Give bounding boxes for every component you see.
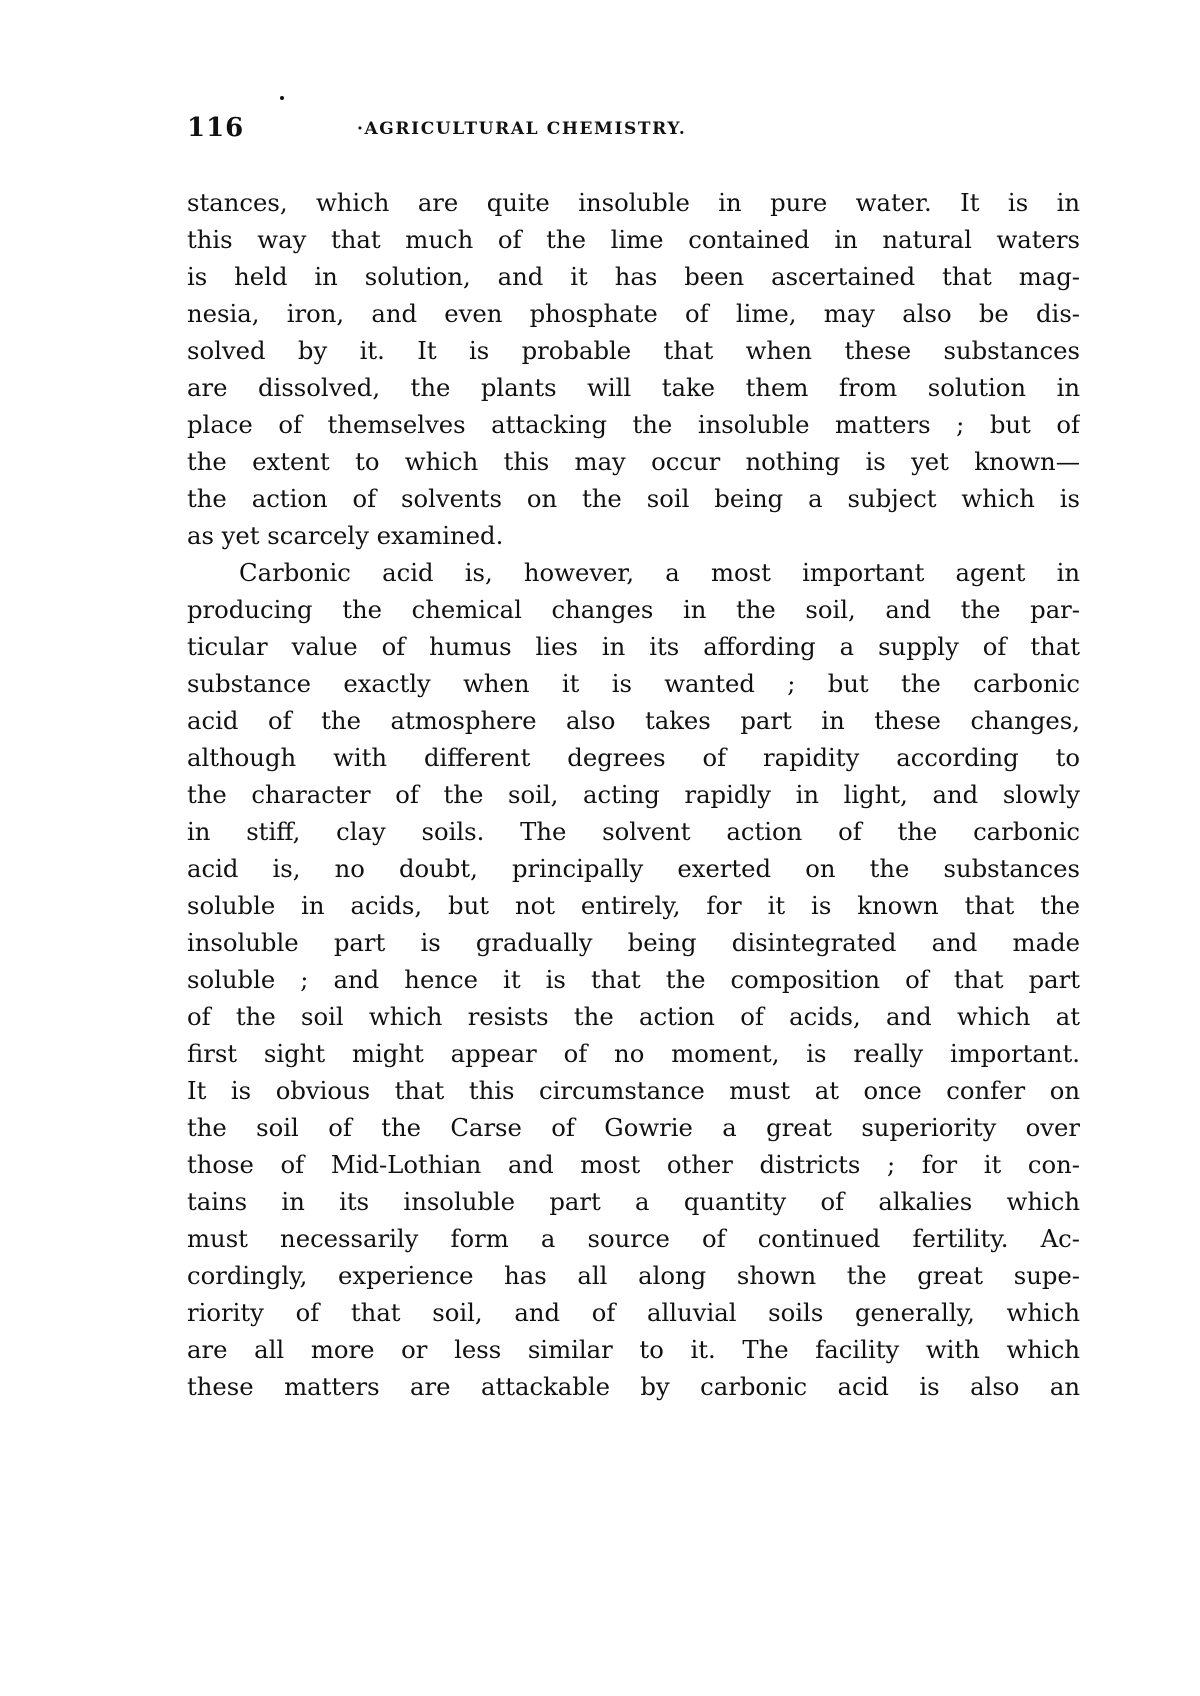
text-line: Carbonic acid is, however, a most important agent in	[239, 558, 1080, 587]
text-line: acid is, no doubt, principally exerted on the substances	[187, 854, 1080, 883]
text-line: producing the chemical changes in the soil, and the par-	[187, 595, 1080, 624]
text-line: the action of solvents on the soil being a subject which is	[187, 484, 1080, 513]
text-line: this way that much of the lime contained in natural waters	[187, 225, 1080, 254]
text-line: first sight might appear of no moment, is really important.	[187, 1039, 1080, 1068]
text-line: those of Mid-Lothian and most other districts ; for it con-	[187, 1150, 1080, 1179]
text-line: must necessarily form a source of continued fertility. Ac-	[187, 1224, 1080, 1253]
paragraph-carbonic-acid	[187, 554, 1080, 1405]
page-number: 116	[187, 113, 245, 143]
text-line: cordingly, experience has all along shown the great supe-	[187, 1261, 1080, 1290]
text-line: are all more or less similar to it. The facility with which	[187, 1335, 1080, 1364]
text-line: It is obvious that this circumstance must at once confer on	[187, 1076, 1080, 1105]
text-line: acid of the atmosphere also takes part in these changes,	[187, 706, 1080, 735]
text-line: ticular value of humus lies in its affording a supply of that	[187, 632, 1080, 661]
text-line: tains in its insoluble part a quantity of alkalies which	[187, 1187, 1080, 1216]
text-line: place of themselves attacking the insoluble matters ; but of	[187, 410, 1080, 439]
text-line: is held in solution, and it has been ascertained that mag-	[187, 262, 1080, 291]
text-line: substance exactly when it is wanted ; but the carbonic	[187, 669, 1080, 698]
text-line: the character of the soil, acting rapidly in light, and slowly	[187, 780, 1080, 809]
stray-ink-mark	[280, 96, 284, 100]
text-line: soluble in acids, but not entirely, for it is known that the	[187, 891, 1080, 920]
text-line: riority of that soil, and of alluvial soils generally, which	[187, 1298, 1080, 1327]
text-line: although with different degrees of rapidity according to	[187, 743, 1080, 772]
text-line: nesia, iron, and even phosphate of lime, may also be dis-	[187, 299, 1080, 328]
text-line: soluble ; and hence it is that the composition of that part	[187, 965, 1080, 994]
text-line: of the soil which resists the action of acids, and which at	[187, 1002, 1080, 1031]
paragraph-continuation	[187, 184, 1080, 554]
text-line: are dissolved, the plants will take them from solution in	[187, 373, 1080, 402]
text-line: as yet scarcely examined.	[187, 521, 504, 550]
text-line: these matters are attackable by carbonic acid is also an	[187, 1372, 1080, 1401]
text-line: solved by it. It is probable that when these substances	[187, 336, 1080, 365]
text-line: in stiff, clay soils. The solvent action of the carbonic	[187, 817, 1080, 846]
running-head: ·AGRICULTURAL CHEMISTRY.	[357, 119, 687, 139]
text-line: insoluble part is gradually being disintegrated and made	[187, 928, 1080, 957]
text-line: stances, which are quite insoluble in pure water. It is in	[187, 188, 1080, 217]
body-text	[187, 184, 1080, 1405]
text-line: the soil of the Carse of Gowrie a great superiority over	[187, 1113, 1080, 1142]
text-line: the extent to which this may occur nothing is yet known—	[187, 447, 1080, 476]
